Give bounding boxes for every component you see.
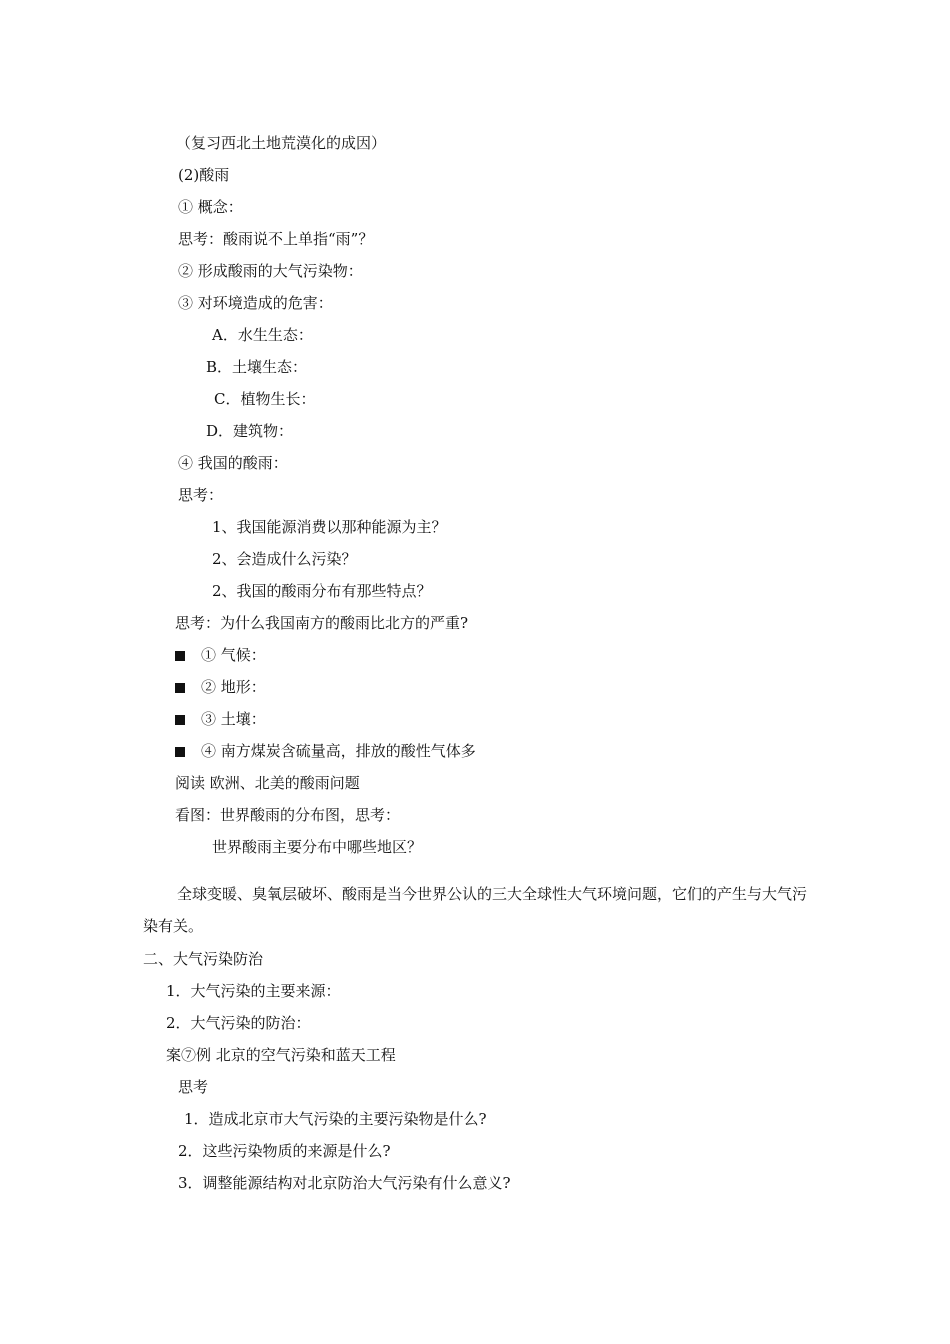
list-item: B．土壤生态： <box>206 358 308 376</box>
section-heading-pollution-control: 二、大气污染防治 <box>143 950 264 968</box>
text-line: 思考 <box>178 1078 209 1096</box>
text-line: 思考： <box>178 486 224 504</box>
case-study-title: 案⑦例 北京的空气污染和蓝天工程 <box>166 1046 396 1064</box>
text-line: 思考：酸雨说不上单指“雨”？ <box>178 230 374 248</box>
text-line: 阅读 欧洲、北美的酸雨问题 <box>175 774 360 792</box>
list-item: 1．造成北京市大气污染的主要污染物是什么? <box>184 1110 487 1128</box>
section-heading-acid-rain: (2)酸雨 <box>178 166 230 184</box>
text-line: 思考：为什么我国南方的酸雨比北方的严重? <box>175 614 469 632</box>
list-item: C．植物生长： <box>214 390 316 408</box>
text-line: （复习西北土地荒漠化的成因） <box>176 134 387 152</box>
list-item: 2．这些污染物质的来源是什么? <box>178 1142 391 1160</box>
square-bullet-icon <box>175 715 185 725</box>
list-item: 1．大气污染的主要来源： <box>166 982 341 1000</box>
list-item: 2、我国的酸雨分布有那些特点？ <box>212 582 432 600</box>
bullet-list-item: ④ 南方煤炭含硫量高，排放的酸性气体多 <box>175 741 476 761</box>
bullet-list-item: ① 气候： <box>175 645 266 665</box>
list-item: 2、会造成什么污染？ <box>212 550 357 568</box>
text-line: ④ 我国的酸雨： <box>178 454 288 472</box>
list-item: D．建筑物： <box>206 422 294 440</box>
text-line: 世界酸雨主要分布中哪些地区？ <box>212 838 423 856</box>
text-line: 看图：世界酸雨的分布图，思考： <box>175 806 401 824</box>
text-line: ③ 对环境造成的危害： <box>178 294 333 312</box>
summary-paragraph: 全球变暖、臭氧层破坏、酸雨是当今世界公认的三大全球性大气环境问题，它们的产生与大气污染有关。 <box>143 885 808 935</box>
square-bullet-icon <box>175 747 185 757</box>
square-bullet-icon <box>175 651 185 661</box>
square-bullet-icon <box>175 683 185 693</box>
bullet-list-item: ③ 土壤： <box>175 709 266 729</box>
list-item: 2．大气污染的防治： <box>166 1014 311 1032</box>
bullet-list-item: ② 地形： <box>175 677 266 697</box>
text-line: ② 形成酸雨的大气污染物： <box>178 262 363 280</box>
list-item: 1、我国能源消费以那种能源为主？ <box>212 518 447 536</box>
list-item: 3．调整能源结构对北京防治大气污染有什么意义? <box>178 1174 511 1192</box>
text-line: ① 概念： <box>178 198 243 216</box>
list-item: A．水生生态： <box>212 326 313 344</box>
